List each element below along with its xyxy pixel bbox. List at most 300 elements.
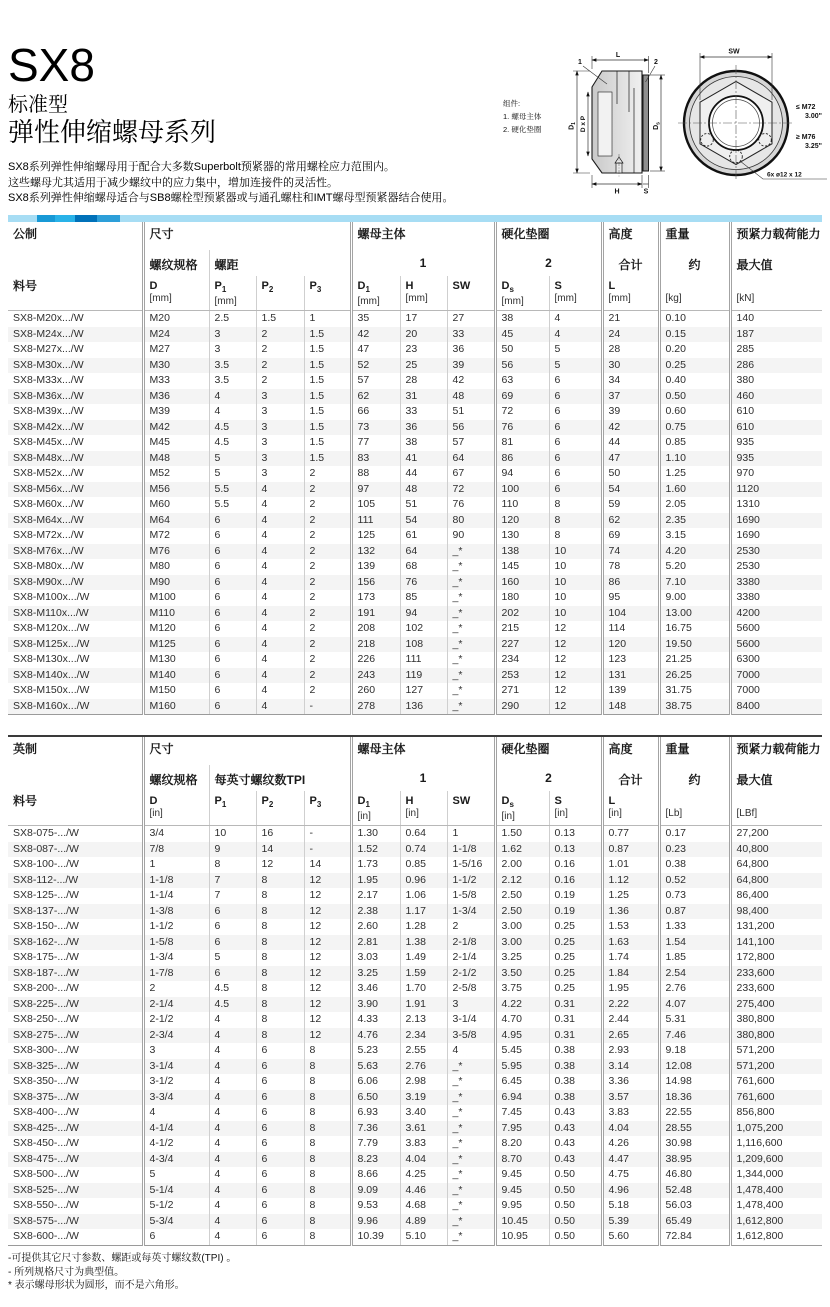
- cell: 12: [304, 1028, 351, 1044]
- cell: 7.95: [495, 1121, 549, 1137]
- footnotes: [8, 1252, 236, 1293]
- cell: 0.38: [549, 1090, 602, 1106]
- table-row: [8, 857, 822, 873]
- page-title: SX8: [8, 39, 95, 91]
- cell: SX8-400-.../W: [13, 1106, 79, 1119]
- cell: 2-1/4: [143, 997, 209, 1013]
- metric-table-section: [8, 215, 822, 715]
- cell: 5-1/4: [143, 1183, 209, 1199]
- cell: 4.33: [351, 1012, 400, 1028]
- legend-item: 1. 螺母主体: [503, 112, 542, 121]
- cell: 4: [256, 513, 304, 529]
- column-symbol: SW: [452, 280, 471, 292]
- cell: 139: [351, 559, 400, 575]
- cell: 0.85: [400, 857, 447, 873]
- group-header: 公制: [13, 227, 38, 241]
- cell: 0.13: [549, 826, 602, 842]
- table-row: [8, 888, 822, 904]
- cell: SX8-225-.../W: [13, 997, 79, 1010]
- cell: 0.25: [549, 935, 602, 951]
- cell: 7.79: [351, 1136, 400, 1152]
- section-view: [592, 71, 649, 178]
- cell: 1.5: [304, 358, 351, 374]
- cell: 3.46: [351, 981, 400, 997]
- cell: 5.10: [400, 1229, 447, 1245]
- cell: 78: [602, 559, 659, 575]
- cell: 8: [304, 1167, 351, 1183]
- cell: 54: [602, 482, 659, 498]
- cell: 8: [304, 1229, 351, 1245]
- cell: 2.17: [351, 888, 400, 904]
- column-header: [8, 791, 143, 826]
- cell: SX8-M140x.../W: [13, 668, 90, 681]
- cell: 8: [256, 997, 304, 1013]
- page-subtitle-series: 弹性伸缩螺母系列: [8, 117, 217, 147]
- cell: 47: [351, 342, 400, 358]
- cell: 27: [447, 311, 495, 327]
- cell: 6: [256, 1198, 304, 1214]
- table-row: [8, 873, 822, 889]
- column-header: [304, 276, 351, 311]
- cell: 9.00: [659, 590, 730, 606]
- cell: 1,612,800: [730, 1214, 822, 1230]
- column-symbol: S: [554, 280, 562, 292]
- cell: SX8-100-.../W: [13, 858, 79, 871]
- column-symbol: SW: [452, 795, 471, 807]
- cell: 2.50: [495, 904, 549, 920]
- cell: 3.83: [400, 1136, 447, 1152]
- column-symbol: 料号: [13, 279, 38, 293]
- cell: 33: [400, 404, 447, 420]
- dim-label-l: L: [615, 52, 621, 59]
- cell: 86: [602, 575, 659, 591]
- cell: 4: [209, 1136, 256, 1152]
- cell: 208: [351, 621, 400, 637]
- column-header: [659, 791, 730, 826]
- cell: 76: [447, 497, 495, 513]
- cell: 6: [549, 389, 602, 405]
- cell: 3: [447, 997, 495, 1013]
- cell: 0.15: [659, 327, 730, 343]
- cell: 77: [351, 435, 400, 451]
- cell: 275,400: [730, 997, 822, 1013]
- cell: 4.89: [400, 1214, 447, 1230]
- cell: 1.85: [659, 950, 730, 966]
- cell: 9.45: [495, 1167, 549, 1183]
- cell: 8: [304, 1121, 351, 1137]
- cell: 47: [602, 451, 659, 467]
- description-line: 这些螺母尤其适用于减少螺纹中的应力集中，增加连接件的灵活性。: [8, 176, 338, 189]
- cell: 30.98: [659, 1136, 730, 1152]
- cell: _*: [447, 544, 495, 560]
- cell: SX8-162-.../W: [13, 935, 79, 948]
- cell: 39: [447, 358, 495, 374]
- holes-note: 6x ø12 x 12: [767, 171, 802, 179]
- cell: 56.03: [659, 1198, 730, 1214]
- cell: 3/4: [143, 826, 209, 842]
- cell: 8: [256, 981, 304, 997]
- cell: 271: [495, 683, 549, 699]
- column-header: [447, 276, 495, 311]
- cell: 6: [256, 1059, 304, 1075]
- cell: 4.5: [209, 435, 256, 451]
- cell: 1.95: [351, 873, 400, 889]
- cell: 5.45: [495, 1043, 549, 1059]
- dim-label-s: S: [643, 188, 649, 196]
- cell: 8: [256, 966, 304, 982]
- column-unit: [mm]: [149, 293, 172, 304]
- cell: 10: [549, 544, 602, 560]
- cell: 72: [447, 482, 495, 498]
- cell: 7.36: [351, 1121, 400, 1137]
- sub-header: 每英寸螺纹数TPI: [209, 765, 351, 791]
- cell: _*: [447, 1059, 495, 1075]
- cell: 2: [256, 327, 304, 343]
- cell: M140: [143, 668, 209, 684]
- cell: 105: [351, 497, 400, 513]
- table-row: [8, 1214, 822, 1230]
- column-symbol: D: [357, 795, 366, 807]
- cell: 180: [495, 590, 549, 606]
- cell: _*: [447, 590, 495, 606]
- cell: 38: [400, 435, 447, 451]
- sub-header: 1: [351, 765, 495, 791]
- cell: 7.10: [659, 575, 730, 591]
- column-symbol: D: [501, 280, 510, 292]
- cell: 6: [549, 420, 602, 436]
- column-unit: [in]: [357, 811, 371, 823]
- table-row: [8, 528, 822, 544]
- table-row: [8, 950, 822, 966]
- cell: 4: [256, 668, 304, 684]
- cell: 4: [256, 590, 304, 606]
- cell: 4: [256, 606, 304, 622]
- cell: 0.19: [549, 904, 602, 920]
- cell: 9.53: [351, 1198, 400, 1214]
- cell: M27: [143, 342, 209, 358]
- table-row: [8, 373, 822, 389]
- cell: 145: [495, 559, 549, 575]
- cell: 0.31: [549, 1028, 602, 1044]
- cell: 1.36: [602, 904, 659, 920]
- cell: 130: [495, 528, 549, 544]
- cell: 4: [209, 1229, 256, 1245]
- cell: 2.12: [495, 873, 549, 889]
- table-row: [8, 420, 822, 436]
- table-row: [8, 1136, 822, 1152]
- column-symbol-subscript: 3: [316, 800, 322, 810]
- column-unit: [LBf]: [736, 808, 758, 819]
- cell: 5: [549, 358, 602, 374]
- cell: 2.76: [659, 981, 730, 997]
- cell: 4: [209, 1028, 256, 1044]
- cell: 2.34: [400, 1028, 447, 1044]
- cell: 2: [304, 559, 351, 575]
- cell: 0.50: [659, 389, 730, 405]
- column-header: [400, 791, 447, 826]
- cell: M125: [143, 637, 209, 653]
- cell: SX8-M33x.../W: [13, 374, 84, 387]
- cell: 253: [495, 668, 549, 684]
- cell: 2: [304, 668, 351, 684]
- column-symbol: L: [608, 795, 616, 807]
- cell: 6.50: [351, 1090, 400, 1106]
- column-header: [495, 276, 549, 311]
- cell: 1.62: [495, 842, 549, 858]
- cell: 12: [549, 652, 602, 668]
- cell: 8: [304, 1043, 351, 1059]
- column-symbol: P: [214, 280, 222, 292]
- cell: 1-5/8: [447, 888, 495, 904]
- cell: 12: [549, 637, 602, 653]
- cell: 1.91: [400, 997, 447, 1013]
- cell: 3.25: [351, 966, 400, 982]
- cell: SX8-M24x.../W: [13, 327, 84, 340]
- column-unit: [in]: [405, 808, 419, 819]
- cell: 1-7/8: [143, 966, 209, 982]
- cell: 5600: [730, 621, 822, 637]
- cell: 4: [549, 311, 602, 327]
- table-row: [8, 637, 822, 653]
- cell: _*: [447, 621, 495, 637]
- cell: 1.60: [659, 482, 730, 498]
- cell: 7/8: [143, 842, 209, 858]
- cell: 226: [351, 652, 400, 668]
- cell: 54: [400, 513, 447, 529]
- cell: 8: [304, 1105, 351, 1121]
- cell: 1.63: [602, 935, 659, 951]
- cell: 6: [256, 1074, 304, 1090]
- cell: 2: [304, 621, 351, 637]
- cell: M42: [143, 420, 209, 436]
- cell: 4: [209, 1167, 256, 1183]
- cell: 12: [304, 1012, 351, 1028]
- cell: _*: [447, 1121, 495, 1137]
- cell: 3.36: [602, 1074, 659, 1090]
- table-row: [8, 1043, 822, 1059]
- table-row: [8, 1090, 822, 1106]
- column-symbol-subscript: s: [509, 285, 514, 295]
- cell: 2: [256, 342, 304, 358]
- callout-1: 1: [578, 59, 582, 66]
- cell: SX8-175-.../W: [13, 951, 79, 964]
- cell: 2: [256, 373, 304, 389]
- cell: 1: [143, 857, 209, 873]
- cell: 64: [447, 451, 495, 467]
- group-header: 硬化垫圈: [495, 222, 602, 250]
- column-symbol-subscript: 2: [268, 800, 274, 810]
- table-row: [8, 466, 822, 482]
- cell: 100: [495, 482, 549, 498]
- cell: 5.5: [209, 482, 256, 498]
- cell: 74: [602, 544, 659, 560]
- cell: 4: [209, 1059, 256, 1075]
- cell: 85: [400, 590, 447, 606]
- cell: 380: [730, 373, 822, 389]
- group-header: 预紧力载荷能力: [730, 737, 822, 765]
- cell: 2.81: [351, 935, 400, 951]
- cell: 2: [304, 528, 351, 544]
- cell: 33: [447, 327, 495, 343]
- cell: 0.20: [659, 342, 730, 358]
- cell: 4.20: [659, 544, 730, 560]
- column-symbol-subscript: 1: [221, 800, 227, 810]
- cell: 4: [209, 1105, 256, 1121]
- cell: 0.50: [549, 1167, 602, 1183]
- cell: 9.96: [351, 1214, 400, 1230]
- cell: 76: [400, 575, 447, 591]
- cell: 131: [602, 668, 659, 684]
- cell: 5: [549, 342, 602, 358]
- cell: 1.01: [602, 857, 659, 873]
- cell: 3.19: [400, 1090, 447, 1106]
- group-header: 尺寸: [143, 737, 351, 765]
- cell: 1-5/16: [447, 857, 495, 873]
- cell: _*: [447, 1198, 495, 1214]
- cell: 1.25: [659, 466, 730, 482]
- cell: 4.25: [400, 1167, 447, 1183]
- table-row: [8, 966, 822, 982]
- table-row: [8, 652, 822, 668]
- cell: M130: [143, 652, 209, 668]
- table-row: [8, 482, 822, 498]
- cell: 3.40: [400, 1105, 447, 1121]
- table-row: [8, 1167, 822, 1183]
- cell: 278: [351, 699, 400, 715]
- cell: 12: [304, 919, 351, 935]
- cell: 80: [447, 513, 495, 529]
- cell: 4.70: [495, 1012, 549, 1028]
- column-header: [351, 791, 400, 826]
- column-header: [304, 791, 351, 826]
- column-symbol: 料号: [13, 794, 38, 808]
- cell: SX8-200-.../W: [13, 982, 79, 995]
- cell: 8: [256, 873, 304, 889]
- cell: 19.50: [659, 637, 730, 653]
- cell: 4.46: [400, 1183, 447, 1199]
- cell: 4: [256, 699, 304, 715]
- cell: 2-1/4: [447, 950, 495, 966]
- cell: 132: [351, 544, 400, 560]
- cell: 5600: [730, 637, 822, 653]
- cell: 243: [351, 668, 400, 684]
- cell: 7000: [730, 683, 822, 699]
- cell: SX8-475-.../W: [13, 1152, 79, 1165]
- cell: 12: [256, 857, 304, 873]
- cell: 141,100: [730, 935, 822, 951]
- cell: _*: [447, 559, 495, 575]
- washer-section: [643, 75, 649, 171]
- table-row: [8, 826, 822, 842]
- cell: SX8-M30x.../W: [13, 358, 84, 371]
- cell: 59: [602, 497, 659, 513]
- table-row: [8, 668, 822, 684]
- cell: 4: [549, 327, 602, 343]
- cell: 1.5: [256, 311, 304, 327]
- column-symbol-subscript: 3: [316, 285, 322, 295]
- cell: 1.17: [400, 904, 447, 920]
- cell: 0.43: [549, 1152, 602, 1168]
- cell: 14: [256, 842, 304, 858]
- cell: 8: [304, 1074, 351, 1090]
- cell: 8: [549, 513, 602, 529]
- cell: M150: [143, 683, 209, 699]
- cell: _*: [447, 1214, 495, 1230]
- cell: SX8-M100x.../W: [13, 591, 90, 604]
- cell: 4: [256, 683, 304, 699]
- cell: 12: [304, 873, 351, 889]
- cell: 6: [209, 966, 256, 982]
- cell: 4: [256, 652, 304, 668]
- cell: 1120: [730, 482, 822, 498]
- column-unit: [mm]: [501, 296, 524, 308]
- note-m76: ≥ M76: [796, 134, 816, 141]
- column-unit: [mm]: [214, 296, 237, 308]
- cell: SX8-525-.../W: [13, 1183, 79, 1196]
- cell: -: [304, 842, 351, 858]
- cell: 0.23: [659, 842, 730, 858]
- cell: 2.76: [400, 1059, 447, 1075]
- dim-label-h: H: [614, 188, 620, 196]
- column-symbol: P: [261, 795, 269, 807]
- cell: 5.39: [602, 1214, 659, 1230]
- cell: _*: [447, 606, 495, 622]
- cell: 3380: [730, 575, 822, 591]
- cell: 131,200: [730, 919, 822, 935]
- cell: 3: [256, 451, 304, 467]
- cell: 1.53: [602, 919, 659, 935]
- cell: 5-3/4: [143, 1214, 209, 1230]
- cell: 0.40: [659, 373, 730, 389]
- cell: 42: [351, 327, 400, 343]
- column-header: [351, 276, 400, 311]
- cell: 0.25: [549, 981, 602, 997]
- group-header: 预紧力载荷能力: [730, 222, 822, 250]
- cell: 0.10: [659, 311, 730, 327]
- cell: 380,800: [730, 1028, 822, 1044]
- group-header: 英制: [13, 742, 38, 756]
- column-unit: [in]: [501, 811, 515, 823]
- cell: 5: [209, 466, 256, 482]
- cell: 10.39: [351, 1229, 400, 1245]
- cell: 761,600: [730, 1090, 822, 1106]
- cell: 6: [209, 513, 256, 529]
- cell: 3: [256, 420, 304, 436]
- cell: 8.70: [495, 1152, 549, 1168]
- cell: M56: [143, 482, 209, 498]
- cell: 4: [256, 528, 304, 544]
- cell: 761,600: [730, 1074, 822, 1090]
- cell: 1.5: [304, 389, 351, 405]
- cell: 1-3/4: [143, 950, 209, 966]
- cell: 90: [447, 528, 495, 544]
- cell: 2.93: [602, 1043, 659, 1059]
- cell: 1.74: [602, 950, 659, 966]
- table-row: [8, 904, 822, 920]
- column-symbol-subscript: 2: [268, 285, 274, 295]
- cell: 3.15: [659, 528, 730, 544]
- cell: 83: [351, 451, 400, 467]
- cell: 5.60: [602, 1229, 659, 1245]
- cell: 1.5: [304, 420, 351, 436]
- cell: 2: [304, 513, 351, 529]
- sub-header: 合计: [602, 250, 659, 276]
- cell: 2.05: [659, 497, 730, 513]
- cell: M45: [143, 435, 209, 451]
- cell: 31: [400, 389, 447, 405]
- legend-item: 2. 硬化垫圈: [503, 125, 542, 134]
- cell: 0.13: [549, 842, 602, 858]
